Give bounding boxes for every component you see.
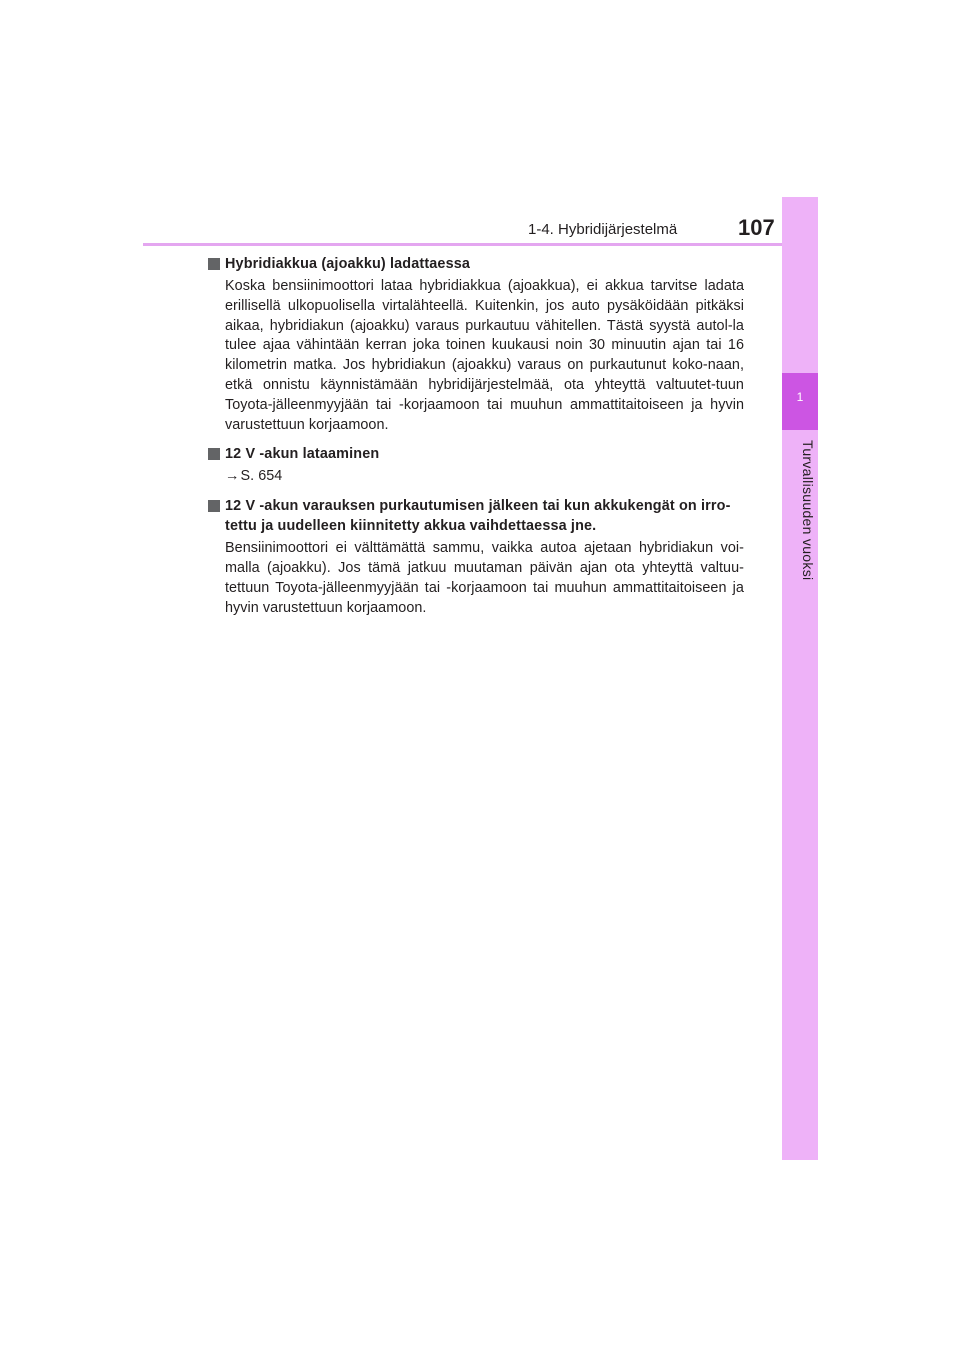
note-body: Bensiinimoottori ei välttämättä sammu, vaikka autoa ajetaan hybridiakun voi-malla (ajoakku). Jos tämä jatkuu muutaman päivän ajan ota yhteyttä valtuu-tettuun Toyota-jälleenmyyjään tai -korjaamoon tai muuhun ammattitaitoiseen ja hyvin varustettuun korjaamoon.	[225, 540, 744, 616]
header-divider	[143, 243, 818, 246]
page-reference-link[interactable]: S. 654	[240, 468, 283, 485]
square-bullet-icon	[208, 448, 220, 460]
section-title: 1-4. Hybridijärjestelmä	[528, 221, 678, 238]
note-item	[208, 254, 744, 435]
note-heading-text: 12 V -akun varauksen purkautumisen jälkeen tai kun akkukengät on irro-tettu ja uudelleen kiinnitetty akkua vaihdettaessa jne.	[225, 498, 731, 535]
note-heading	[208, 444, 744, 464]
note-heading-text: 12 V -akun lataaminen	[225, 446, 380, 463]
note-body	[208, 467, 744, 487]
note-heading	[208, 254, 744, 274]
page-number: 107	[738, 215, 775, 240]
note-item	[208, 444, 744, 487]
chapter-title: Turvallisuuden vuoksi	[800, 440, 816, 581]
arrow-right-icon: →	[225, 468, 240, 485]
note-item	[208, 496, 744, 618]
chapter-number: 1	[796, 390, 804, 404]
page-content	[208, 254, 744, 618]
note-heading-text: Hybridiakkua (ajoakku) ladattaessa	[225, 256, 471, 272]
note-heading	[208, 496, 744, 536]
square-bullet-icon	[208, 258, 220, 270]
note-body: Koska bensiinimoottori lataa hybridiakkua (ajoakkua), ei akkua tarvitse ladata erillisellä ulkopuolisella virtalähteellä. Kuitenkin, jos auto pysäköidään pitkäksi aikaa, hybridiakun (ajoakku) varaus purkautuu vähitellen. Tästä syystä autol-la tulee ajaa vähintään kerran joka toinen kuukausi noin 30 minuutin ajan tai 16 kilometrin matka. Jos hybridiakun (ajoakku) varaus on purkautunut koko-naan, etkä onnistu käynnistämään hybridijärjestelmää, ota yhteyttä valtuutet-tuun Toyota-jälleenmyyjään tai -korjaamoon tai muuhun ammattitaitoiseen ja hyvin varustettuun korjaamoon.	[225, 278, 744, 433]
square-bullet-icon	[208, 500, 220, 512]
chapter-sidebar	[782, 197, 818, 1160]
